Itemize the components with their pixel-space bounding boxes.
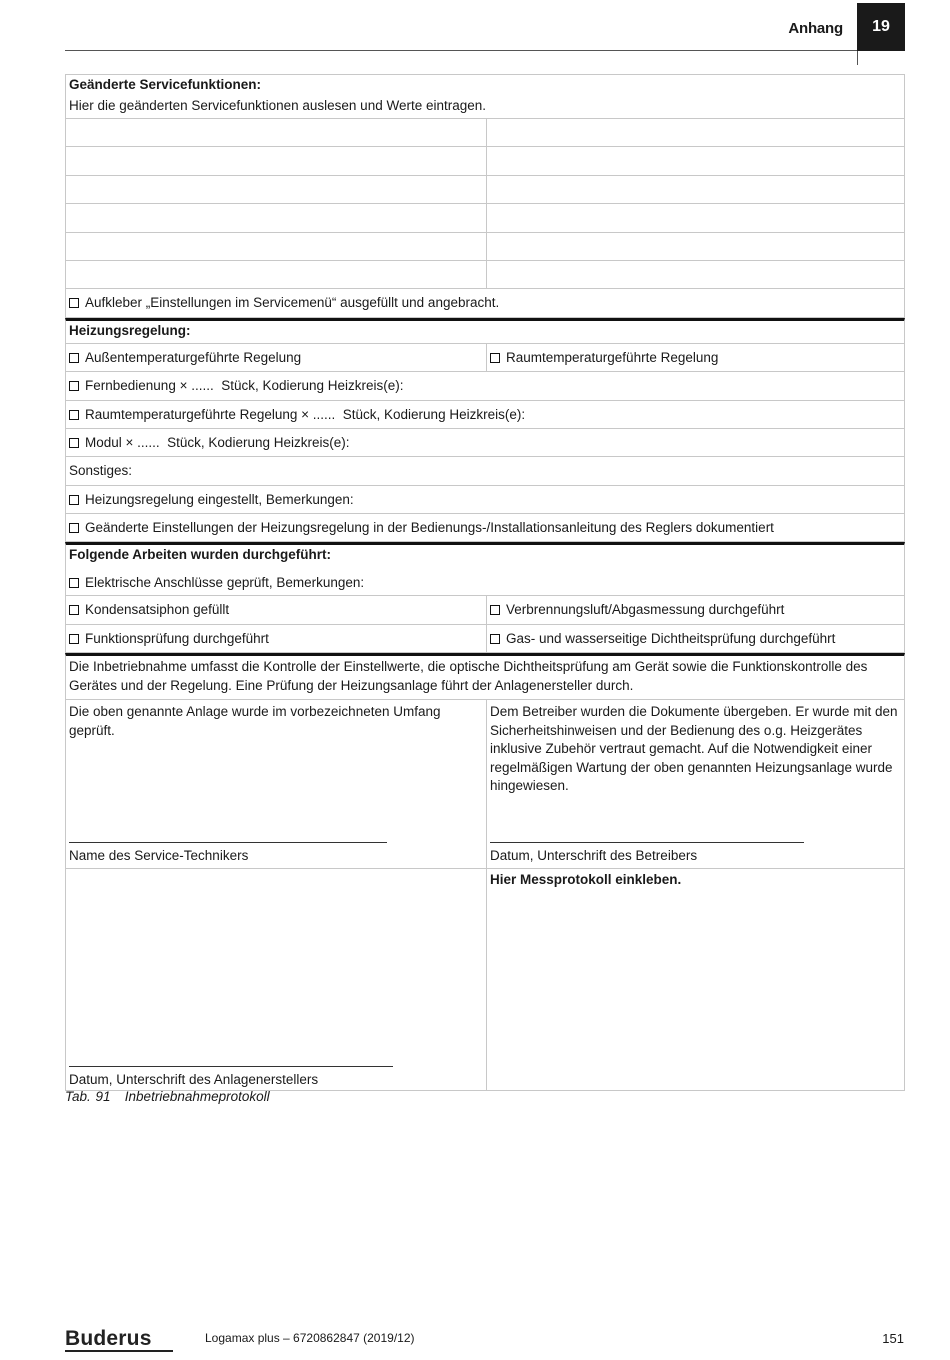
installer-label: Datum, Unterschrift des Anlagenerstellers (69, 1072, 319, 1088)
installer-signature-line[interactable] (69, 1066, 393, 1067)
service-header-row (65, 74, 905, 119)
service-title: Geänderte Servicefunktionen: (69, 77, 262, 92)
service-value-cell[interactable] (486, 147, 906, 174)
heating-mode-row (65, 344, 905, 372)
function-row (65, 625, 905, 653)
service-value-cell[interactable] (486, 204, 906, 231)
chapter-number: 19 (857, 3, 905, 51)
checkbox[interactable] (69, 495, 79, 505)
other-label: Sonstiges: (69, 463, 133, 479)
checkbox[interactable] (490, 353, 500, 363)
table-caption: Tab. 91 Inbetriebnahmeprotokoll (65, 1089, 270, 1104)
service-entry-cell[interactable] (66, 147, 486, 174)
room-units-row (65, 401, 905, 429)
outdoor-control-label: Außentemperaturgeführte Regelung (85, 349, 302, 365)
document-id: Logamax plus – 6720862847 (2019/12) (205, 1331, 415, 1345)
sticker-label: Aufkleber „Einstellungen im Servicemenü“ ausgefüllt und angebracht. (85, 295, 500, 311)
sticker-row (65, 289, 905, 317)
service-entry-cell[interactable] (66, 176, 486, 203)
tightness-label: Gas- und wasserseitige Dichtheitsprüfung durchgeführt (506, 630, 836, 646)
operator-cell (486, 700, 906, 868)
scope-row (65, 653, 905, 700)
service-entry-cell[interactable] (66, 119, 486, 146)
technician-label: Name des Service-Technikers (69, 847, 249, 863)
service-entry-cell[interactable] (66, 204, 486, 231)
operator-signature-line[interactable] (490, 842, 804, 843)
checkbox[interactable] (69, 523, 79, 533)
checkbox[interactable] (69, 410, 79, 420)
checkbox[interactable] (69, 298, 79, 308)
scope-text: Die Inbetriebnahme umfasst die Kontrolle der Einstellwerte, die optische Dichtheitsprüfung am Gerät sowie die Funktionskontrolle des Gerätes und der Regelung. Eine Prüfung der Heizungsanlage führt der Anlagenersteller durch. (69, 659, 868, 694)
service-entry-row (65, 176, 905, 204)
installer-protocol-row (65, 869, 905, 1091)
adjusted-label: Heizungsregelung eingestellt, Bemerkungen: (85, 491, 354, 507)
room-control-label: Raumtemperaturgeführte Regelung (506, 349, 719, 365)
header-tick (857, 51, 858, 65)
checkbox[interactable] (490, 605, 500, 615)
service-value-cell[interactable] (486, 261, 906, 288)
service-entry-cell[interactable] (66, 261, 486, 288)
siphon-label: Kondensatsiphon gefüllt (85, 602, 230, 618)
installer-cell (66, 869, 486, 1090)
header-rule (65, 50, 857, 51)
brand-logo: Buderus (65, 1327, 152, 1350)
room-units-label: Raumtemperaturgeführte Regelung × ...... Stück, Kodierung Heizkreis(e): (85, 406, 526, 422)
service-entry-row (65, 204, 905, 232)
brand-logo-underline (65, 1350, 173, 1352)
section-title: Anhang (788, 20, 843, 37)
service-entry-cell[interactable] (66, 233, 486, 260)
service-entry-row (65, 233, 905, 261)
service-value-cell[interactable] (486, 233, 906, 260)
protocol-cell (486, 869, 906, 1090)
documented-label: Geänderte Einstellungen der Heizungsregelung in der Bedienungs-/Installationsanleitung des Reglers dokumentiert (85, 520, 774, 536)
documented-row (65, 514, 905, 542)
service-entry-row (65, 119, 905, 147)
operator-note: Dem Betreiber wurden die Dokumente übergeben. Er wurde mit den Sicherheitshinweisen und der Bedienung des o.g. Heizgerätes inklusive Zubehör vertraut gemacht. Auf die Notwendigkeit einer regelmäßigen Wartung der oben genannten Heizungsanlage wurde hingewiesen. (490, 704, 898, 794)
work-header-row (65, 542, 905, 596)
checked-text: Die oben genannte Anlage wurde im vorbezeichneten Umfang geprüft. (69, 704, 441, 738)
technician-signature-line[interactable] (69, 842, 387, 843)
checkbox[interactable] (69, 605, 79, 615)
technician-cell (66, 700, 486, 868)
module-label: Modul × ...... Stück, Kodierung Heizkreis(e): (85, 434, 350, 450)
checkbox[interactable] (69, 634, 79, 644)
remote-row (65, 372, 905, 400)
heating-title: Heizungsregelung: (69, 322, 191, 338)
service-instruction: Hier die geänderten Servicefunktionen auslesen und Werte eintragen. (69, 98, 487, 113)
remote-label: Fernbedienung × ...... Stück, Kodierung Heizkreis(e): (85, 378, 404, 394)
protocol-note: Hier Messprotokoll einkleben. (490, 872, 682, 888)
checkbox[interactable] (69, 438, 79, 448)
checkbox[interactable] (69, 353, 79, 363)
service-entry-row (65, 147, 905, 175)
function-label: Funktionsprüfung durchgeführt (85, 630, 269, 646)
page-number: 151 (882, 1331, 904, 1346)
service-value-cell[interactable] (486, 176, 906, 203)
other-row (65, 457, 905, 485)
signature-row (65, 700, 905, 869)
electrical-label: Elektrische Anschlüsse geprüft, Bemerkungen: (85, 575, 365, 591)
operator-label: Datum, Unterschrift des Betreibers (490, 847, 698, 863)
module-row (65, 429, 905, 457)
service-value-cell[interactable] (486, 119, 906, 146)
checkbox[interactable] (69, 578, 79, 588)
adjusted-row (65, 486, 905, 514)
heating-header-row (65, 318, 905, 344)
work-title: Folgende Arbeiten wurden durchgeführt: (69, 547, 331, 563)
commissioning-form (65, 74, 905, 1091)
service-entry-row (65, 261, 905, 289)
checkbox[interactable] (69, 381, 79, 391)
combustion-label: Verbrennungsluft/Abgasmessung durchgeführt (506, 602, 785, 618)
checkbox[interactable] (490, 634, 500, 644)
siphon-row (65, 596, 905, 624)
